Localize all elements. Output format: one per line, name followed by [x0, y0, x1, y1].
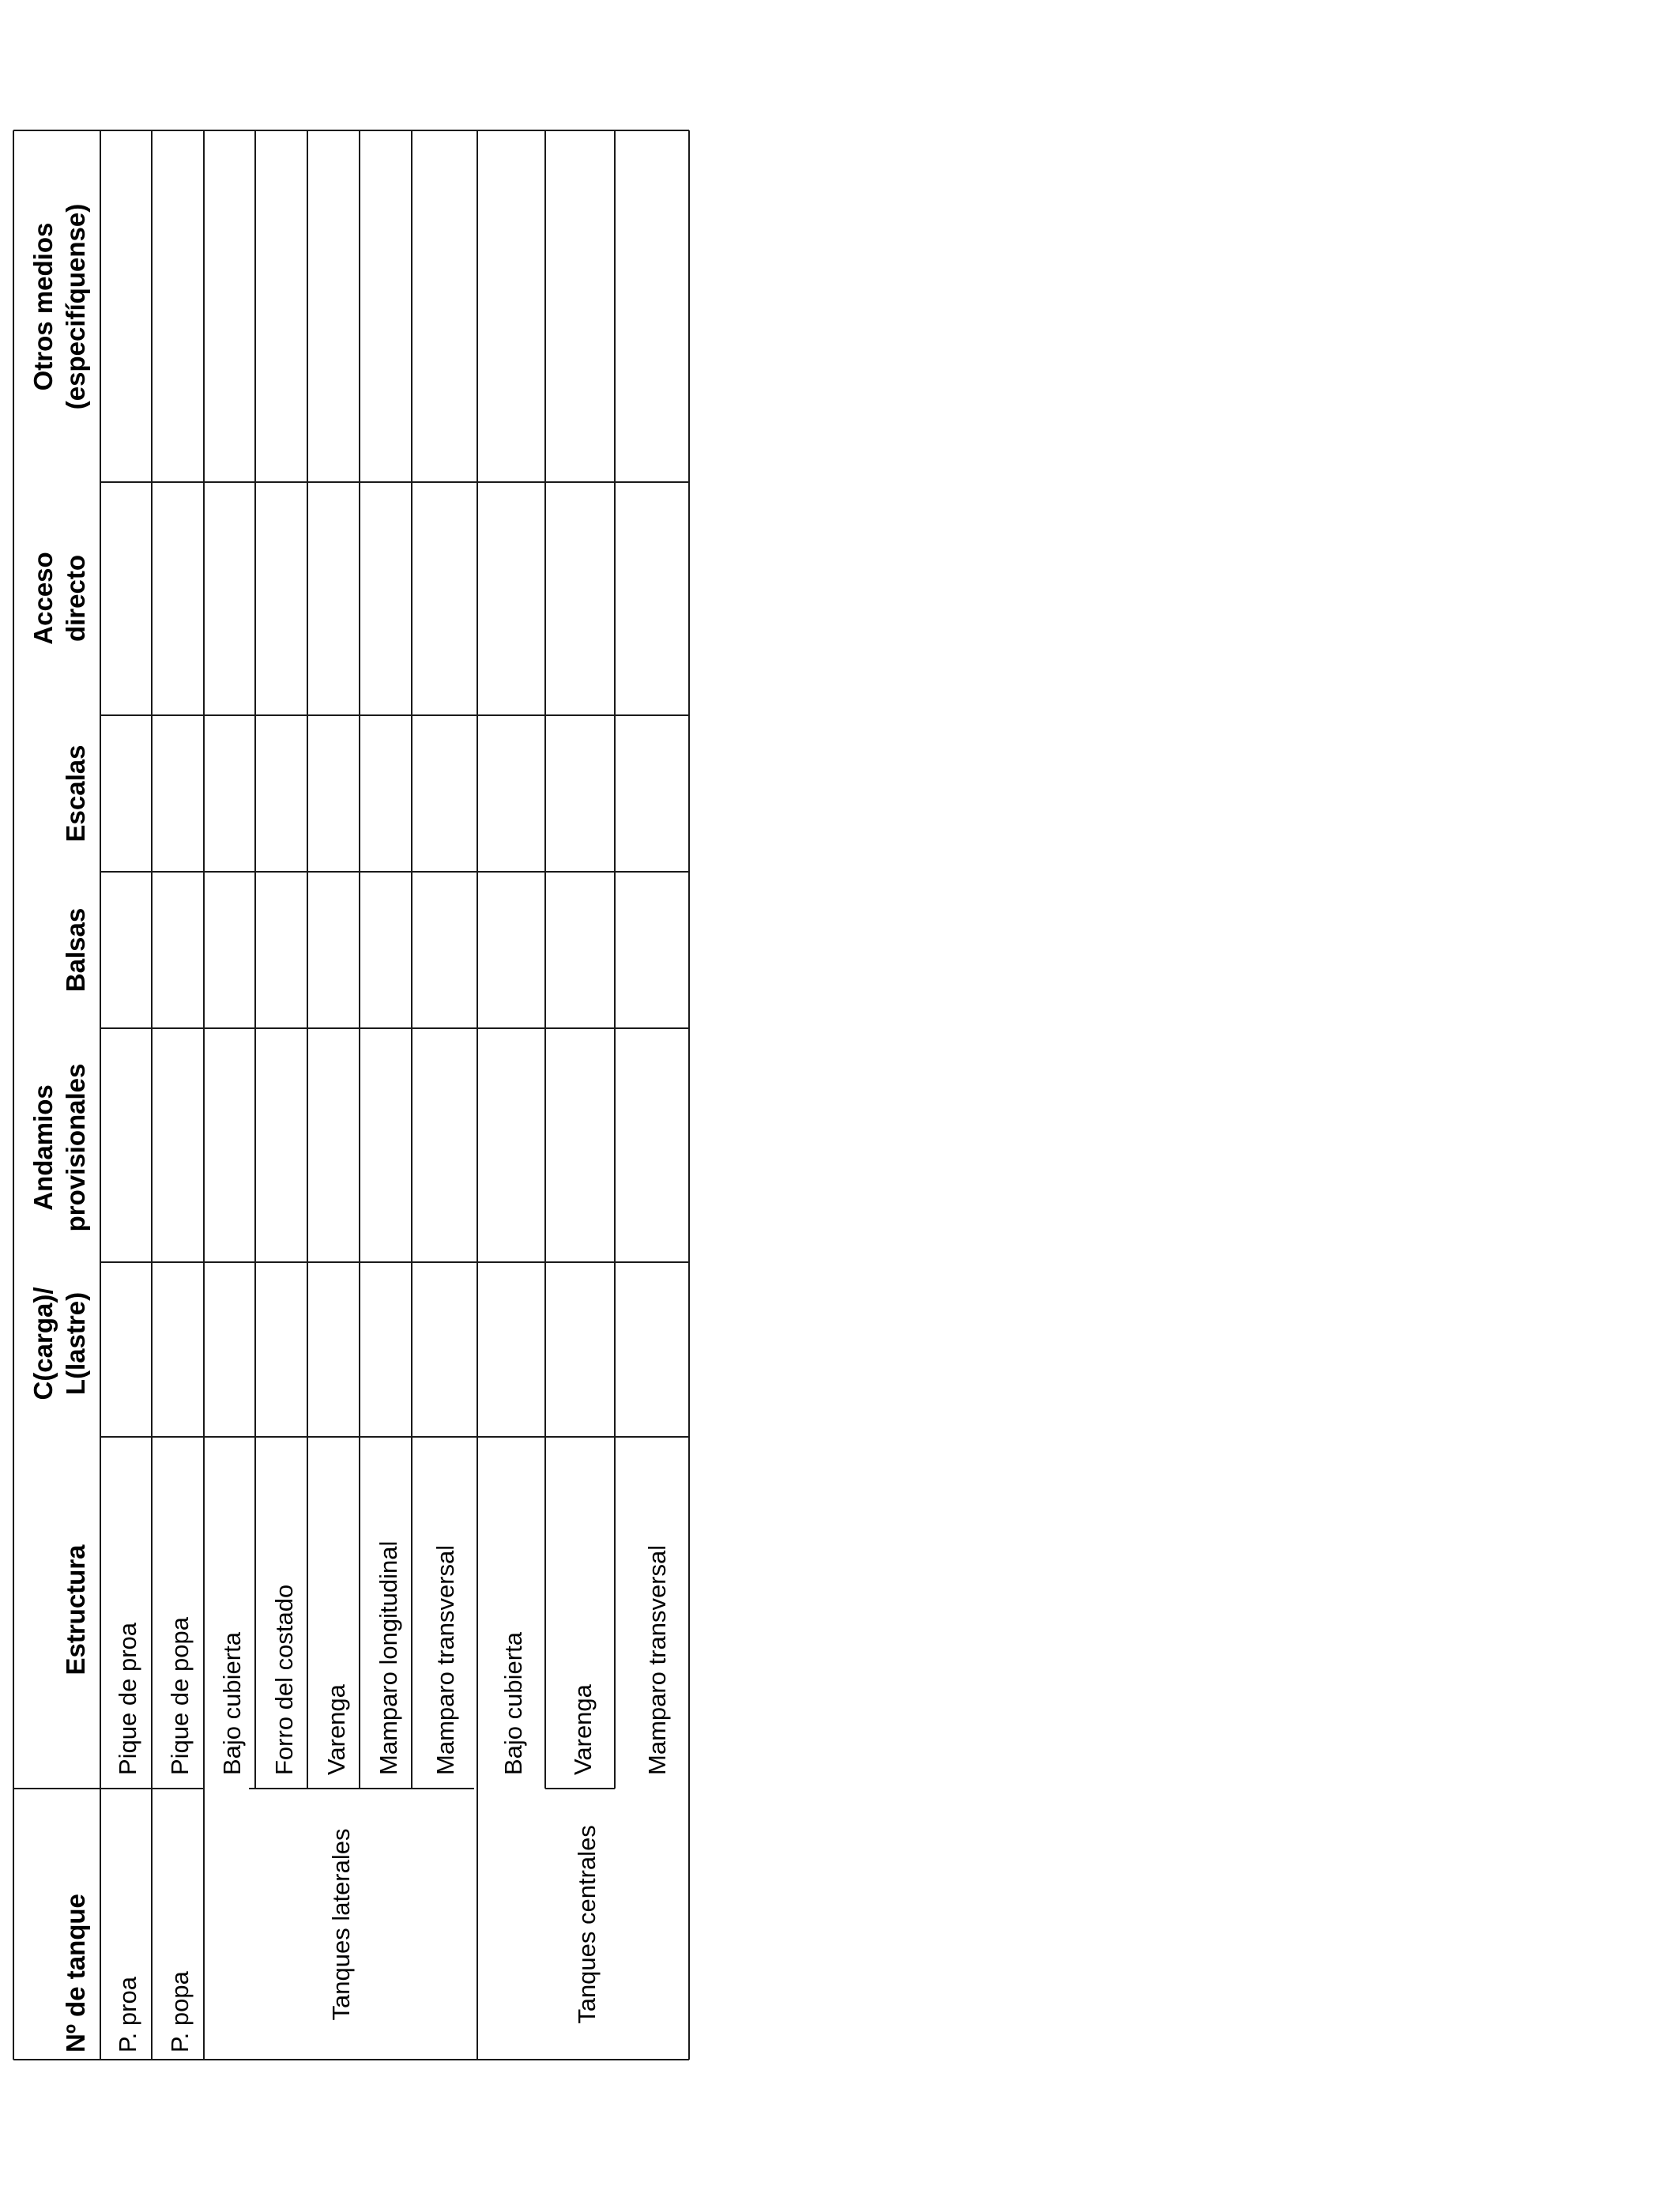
tank-column: [114, 1825, 601, 2053]
structure-column: [114, 1541, 671, 1775]
structure-cell: Bajo cubierta: [499, 1632, 527, 1775]
header-rafts: Balsas: [61, 907, 90, 993]
tank-cell: P. popa: [166, 1971, 194, 2053]
structure-cell: Mamparo transversal: [431, 1544, 459, 1775]
header-direct-access-line1: Acceso: [28, 552, 58, 645]
tank-cell: Tanques laterales: [327, 1828, 355, 2021]
tank-cell: Tanques centrales: [573, 1825, 601, 2024]
header-other-means-line1: Otros medios: [28, 222, 58, 391]
structure-cell: Forro del costado: [270, 1584, 298, 1775]
header-scaffolding-line2: provisionales: [61, 1063, 90, 1232]
structure-cell: Pique de popa: [166, 1617, 194, 1775]
header-cargo-ballast-line2: L(lastre): [61, 1291, 90, 1396]
header-direct-access-line2: directo: [61, 554, 90, 643]
header-cargo-ballast-line1: C(carga)/: [28, 1287, 58, 1400]
table-header: [28, 204, 90, 2053]
structure-cell: Pique de proa: [114, 1622, 141, 1775]
tank-cell: P. proa: [114, 1977, 141, 2053]
structure-cell: Mamparo transversal: [643, 1544, 671, 1775]
header-other-means-line2: (especifíquense): [61, 203, 90, 410]
header-scaffolding-line1: Andamios: [28, 1084, 58, 1211]
header-ladders: Escalas: [61, 745, 90, 843]
structure-cell: Varenga: [569, 1684, 597, 1775]
structure-cell: Varenga: [322, 1684, 350, 1775]
structure-cell: Mamparo longitudinal: [375, 1540, 402, 1775]
header-tank-no: Nº de tanque: [61, 1894, 90, 2053]
header-structure: Estructura: [61, 1544, 90, 1676]
structure-cell: Bajo cubierta: [218, 1632, 246, 1775]
